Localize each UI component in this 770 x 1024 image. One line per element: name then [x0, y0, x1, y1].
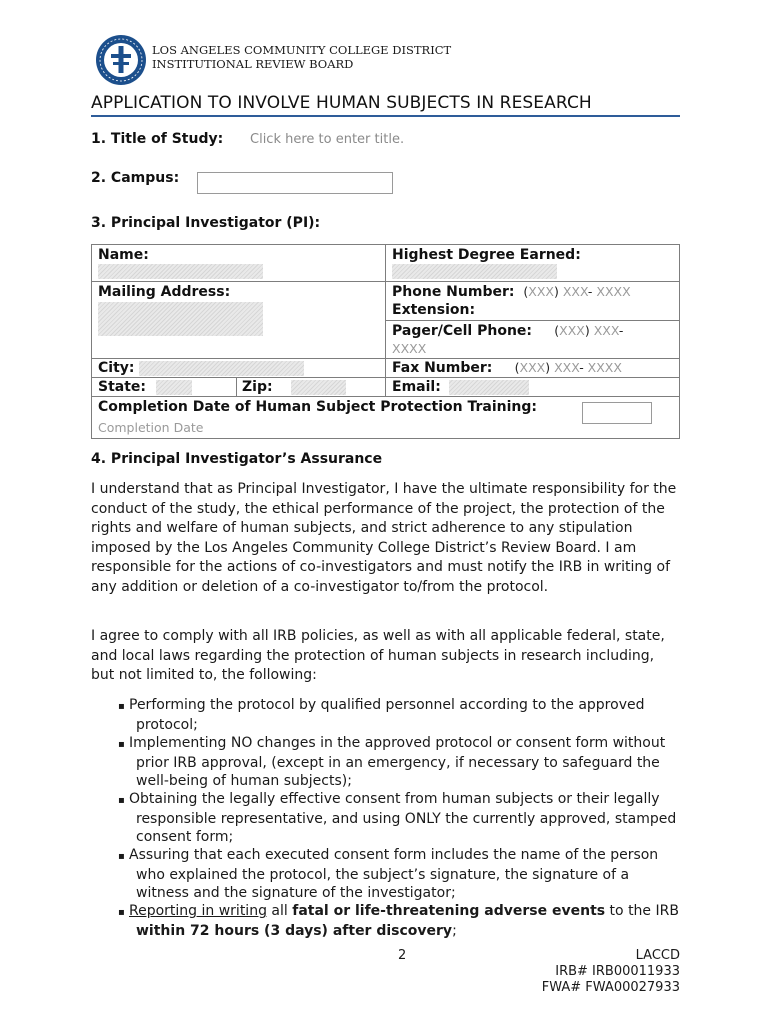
list-item: ▪ Implementing NO changes in the approved protocol or consent form without prior IRB approval, (except in an emergency, if necessary to safeguard the well-being of human subjects);: [106, 734, 686, 790]
footer-line-1: LACCD: [635, 948, 680, 963]
principal-investigator-label: 3. Principal Investigator (PI):: [91, 215, 321, 231]
extension-label: Extension:: [392, 302, 476, 318]
pager-area: XXX: [559, 322, 585, 338]
phone-paren: (: [523, 284, 529, 299]
fax-area: XXX: [519, 360, 546, 375]
document-title: APPLICATION TO INVOLVE HUMAN SUBJECTS IN RESEARCH: [91, 93, 592, 113]
footer-line-2: IRB# IRB00011933: [555, 964, 680, 979]
reporting-emphasis-2: within 72 hours (3 days) after discovery: [136, 923, 453, 939]
reporting-in-writing: Reporting in writing: [129, 903, 267, 919]
pager-sep: ): [584, 322, 594, 338]
phone-prefix: XXX: [562, 284, 588, 299]
email-input[interactable]: [449, 380, 529, 395]
mailing-address-label: Mailing Address:: [98, 284, 231, 300]
list-item: ▪ Assuring that each executed consent form includes the name of the person who explained the protocol, the subject’s signature, the signature of a witness and the signature of the investigator;: [106, 846, 686, 902]
assurance-paragraph-1: I understand that as Principal Investigator, I have the ultimate responsibility for the conduct of the study, the ethical performance of the project, the protection of the rights and welfare of human subjects, and strict adherence to any stipulation imposed by the Los Angeles Community College District’s Review Board. I am responsible for the actions of co-investigators and must notify the IRB in writing of any addition or deletion of a co-investigator to/from the protocol.: [91, 481, 677, 595]
list-item: ▪ Obtaining the legally effective consent from human subjects or their legally responsible representative, and using ONLY the currently approved, stamped consent form;: [106, 790, 686, 846]
fax-paren: (: [514, 360, 520, 375]
degree-label: Highest Degree Earned:: [392, 247, 581, 263]
email-label: Email:: [392, 379, 441, 395]
training-date-placeholder: Completion Date: [98, 420, 204, 435]
pager-dash: -: [618, 322, 624, 338]
phone-number-label: Phone Number:: [392, 284, 515, 300]
training-date-label: Completion Date of Human Subject Protection Training:: [98, 399, 537, 415]
name-label: Name:: [98, 247, 149, 263]
reporting-text-3: ;: [452, 923, 457, 939]
reporting-emphasis-1: fatal or life-threatening adverse events: [292, 903, 606, 919]
pager-paren: (: [554, 322, 560, 338]
assurance-heading: 4. Principal Investigator’s Assurance: [91, 451, 383, 467]
organization-name: [152, 43, 451, 71]
assurance-paragraph-2: I agree to comply with all IRB policies, as well as with all applicable federal, state, and local laws regarding the protection of human subjects in research including, but not limited to, the following:: [91, 628, 665, 684]
degree-input[interactable]: [392, 264, 557, 279]
campus-input[interactable]: [197, 172, 393, 194]
list-item: ▪ Performing the protocol by qualified personnel according to the approved protocol;: [106, 696, 686, 734]
assurance-list: [106, 696, 686, 940]
mailing-address-input[interactable]: [98, 302, 263, 336]
org-line-2: INSTITUTIONAL REVIEW BOARD: [152, 57, 354, 71]
fax-sep: ): [545, 360, 555, 375]
phone-dash: -: [587, 284, 597, 299]
list-item-reporting: [106, 902, 686, 940]
pi-info-table: [91, 244, 680, 439]
page-number: 2: [398, 948, 407, 963]
district-logo: [95, 34, 147, 86]
title-of-study-label: 1. Title of Study:: [91, 131, 224, 147]
fax-number-input[interactable]: [515, 360, 622, 376]
org-line-1: LOS ANGELES COMMUNITY COLLEGE DISTRICT: [152, 43, 452, 57]
fax-prefix: XXX: [554, 360, 580, 375]
footer-ids: [542, 948, 680, 996]
pager-line: XXXX: [392, 340, 427, 356]
city-label: City:: [98, 360, 135, 376]
pager-prefix: XXX: [593, 322, 619, 338]
campus-label: 2. Campus:: [91, 170, 180, 186]
reporting-text-2: to the IRB: [605, 903, 679, 919]
phone-area: XXX: [528, 284, 554, 299]
state-input[interactable]: [156, 380, 192, 395]
pager-cell-label: Pager/Cell Phone:: [392, 322, 533, 339]
fax-number-label: Fax Number:: [392, 360, 493, 376]
phone-line: XXXX: [596, 284, 631, 299]
training-date-input[interactable]: [582, 402, 652, 424]
name-input[interactable]: [98, 264, 263, 279]
city-input[interactable]: [139, 361, 304, 376]
state-label: State:: [98, 379, 147, 395]
title-of-study-input[interactable]: Click here to enter title.: [250, 132, 405, 147]
footer-line-3: FWA# FWA00027933: [541, 980, 680, 995]
zip-label: Zip:: [242, 379, 273, 395]
fax-line: XXXX: [587, 360, 622, 375]
reporting-text-1: all: [266, 903, 293, 919]
phone-number-input[interactable]: [523, 284, 630, 300]
zip-input[interactable]: [291, 380, 346, 395]
phone-sep: ): [553, 284, 563, 299]
fax-dash: -: [579, 360, 588, 375]
title-underline: [91, 115, 680, 117]
